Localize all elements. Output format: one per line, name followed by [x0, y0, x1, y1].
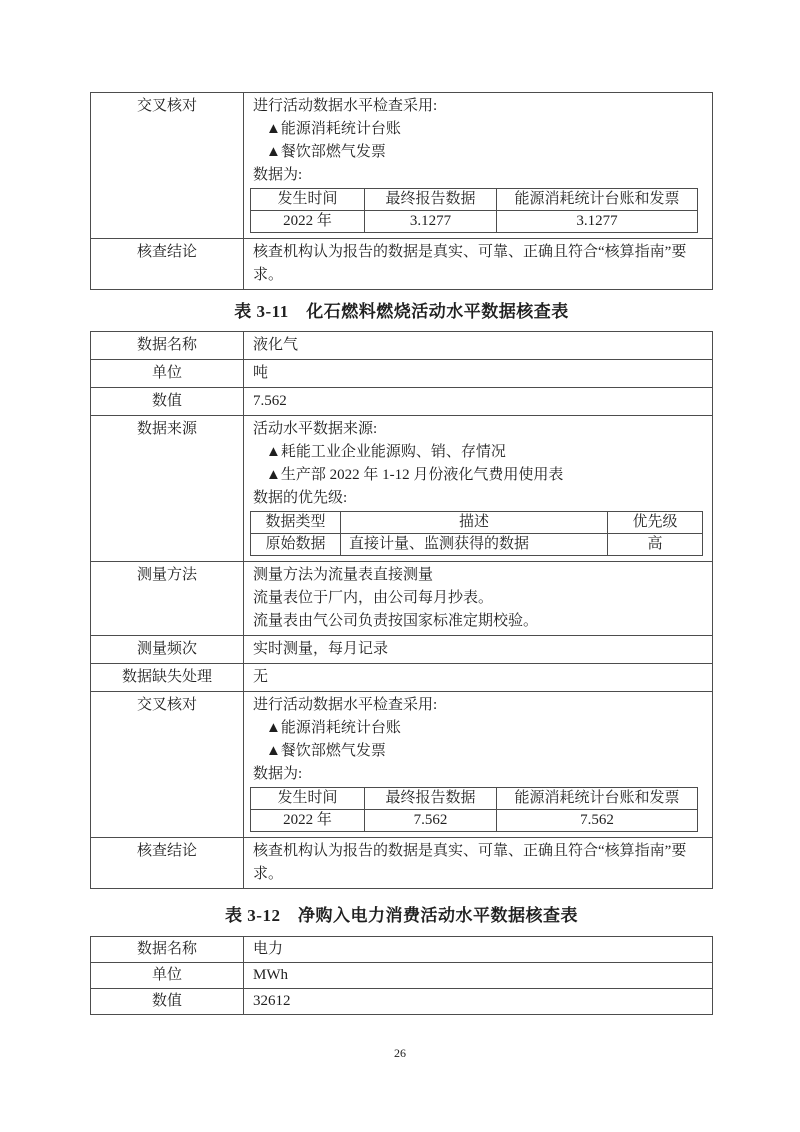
row-value-value: 32612	[244, 989, 713, 1015]
nested-header-row	[251, 189, 698, 211]
nested-data-row	[251, 534, 703, 556]
nested-data-cell: 高	[608, 534, 703, 556]
table-3-12-title: 表 3-12 净购入电力消费活动水平数据核查表	[225, 906, 578, 925]
row-label-measure-method: 测量方法	[91, 562, 244, 636]
text-line: 进行活动数据水平检查采用:	[253, 697, 438, 713]
bullet-line: ▲餐饮部燃气发票	[266, 144, 386, 160]
text-line: 流量表位于厂内，由公司每月抄表。	[253, 590, 494, 606]
row-value-unit: MWh	[244, 963, 713, 989]
nested-header-cell: 优先级	[608, 512, 703, 534]
page-number: 26	[394, 1046, 406, 1060]
nested-header-row	[251, 512, 703, 534]
nested-data-cell: 7.562	[365, 810, 497, 832]
table-row-conclusion	[91, 239, 713, 290]
table-row-cross-check	[91, 93, 713, 239]
row-value-data-name: 液化气	[244, 332, 713, 360]
row-label-unit: 单位	[91, 963, 244, 989]
nested-header-cell: 能源消耗统计台账和发票	[497, 189, 698, 211]
nested-header-cell: 最终报告数据	[365, 189, 497, 211]
nested-data-cell: 2022 年	[251, 810, 365, 832]
nested-header-cell: 最终报告数据	[365, 788, 497, 810]
text-line: 数据的优先级:	[253, 490, 348, 506]
text-line: 数据为:	[253, 167, 303, 183]
row-value-conclusion	[244, 239, 713, 290]
text-line: 进行活动数据水平检查采用:	[253, 98, 438, 114]
table-row-data-name	[91, 332, 713, 360]
conclusion-text: 核查机构认为报告的数据是真实、可靠、正确且符合“核算指南”要求。	[253, 843, 687, 882]
table-row-conclusion	[91, 838, 713, 889]
nested-header-cell: 发生时间	[251, 189, 365, 211]
table-3-11-title: 表 3-11 化石燃料燃烧活动水平数据核查表	[234, 302, 569, 321]
table-row-unit	[91, 360, 713, 388]
table-row-value	[91, 989, 713, 1015]
row-value-measure-method	[244, 562, 713, 636]
table-row-data-name	[91, 937, 713, 963]
bullet-line: ▲能源消耗统计台账	[266, 720, 401, 736]
nested-data-cell: 原始数据	[251, 534, 341, 556]
bullet-line: ▲生产部 2022 年 1-12 月份液化气费用使用表	[266, 467, 564, 483]
nested-header-cell: 能源消耗统计台账和发票	[497, 788, 698, 810]
nested-data-cell: 7.562	[497, 810, 698, 832]
text-line: 活动水平数据来源:	[253, 421, 378, 437]
table-3-11	[90, 331, 713, 889]
table-row-value	[91, 388, 713, 416]
conclusion-text: 核查机构认为报告的数据是真实、可靠、正确且符合“核算指南”要求。	[253, 244, 687, 283]
table-continuation	[90, 92, 713, 290]
nested-data-row	[251, 211, 698, 233]
row-label-unit: 单位	[91, 360, 244, 388]
row-label-cross-check: 交叉核对	[91, 93, 244, 239]
row-label-conclusion: 核查结论	[91, 838, 244, 889]
row-label-value: 数值	[91, 989, 244, 1015]
nested-header-cell: 描述	[341, 512, 608, 534]
cross-check-data-table	[250, 188, 698, 233]
row-label-data-name: 数据名称	[91, 332, 244, 360]
text-line: 测量方法为流量表直接测量	[253, 567, 434, 583]
row-value-value: 7.562	[244, 388, 713, 416]
row-label-missing-data: 数据缺失处理	[91, 664, 244, 692]
row-label-data-name: 数据名称	[91, 937, 244, 963]
table-row-missing-data	[91, 664, 713, 692]
table-row-data-source	[91, 416, 713, 562]
page-content	[90, 92, 713, 1015]
bullet-line: ▲能源消耗统计台账	[266, 121, 401, 137]
nested-data-cell: 直接计量、监测获得的数据	[341, 534, 608, 556]
row-label-data-source: 数据来源	[91, 416, 244, 562]
row-value-conclusion	[244, 838, 713, 889]
row-label-value: 数值	[91, 388, 244, 416]
bullet-line: ▲餐饮部燃气发票	[266, 743, 386, 759]
text-line: 流量表由气公司负责按国家标准定期校验。	[253, 613, 539, 629]
row-value-data-source	[244, 416, 713, 562]
table-row-measure-method	[91, 562, 713, 636]
nested-data-row	[251, 810, 698, 832]
nested-data-cell: 2022 年	[251, 211, 365, 233]
row-label-cross-check: 交叉核对	[91, 692, 244, 838]
nested-header-row	[251, 788, 698, 810]
table-row-cross-check	[91, 692, 713, 838]
nested-header-cell: 发生时间	[251, 788, 365, 810]
bullet-line: ▲耗能工业企业能源购、销、存情况	[266, 444, 506, 460]
row-value-measure-frequency: 实时测量，每月记录	[244, 636, 713, 664]
row-value-data-name: 电力	[244, 937, 713, 963]
row-label-conclusion: 核查结论	[91, 239, 244, 290]
row-value-missing-data: 无	[244, 664, 713, 692]
nested-header-cell: 数据类型	[251, 512, 341, 534]
row-value-cross-check	[244, 93, 713, 239]
table-row-unit	[91, 963, 713, 989]
table-3-12	[90, 936, 713, 1015]
table-row-measure-frequency	[91, 636, 713, 664]
nested-data-cell: 3.1277	[497, 211, 698, 233]
row-value-unit: 吨	[244, 360, 713, 388]
text-line: 数据为:	[253, 766, 303, 782]
row-value-cross-check	[244, 692, 713, 838]
row-label-measure-frequency: 测量频次	[91, 636, 244, 664]
cross-check-data-table	[250, 787, 698, 832]
nested-data-cell: 3.1277	[365, 211, 497, 233]
priority-data-table	[250, 511, 703, 556]
